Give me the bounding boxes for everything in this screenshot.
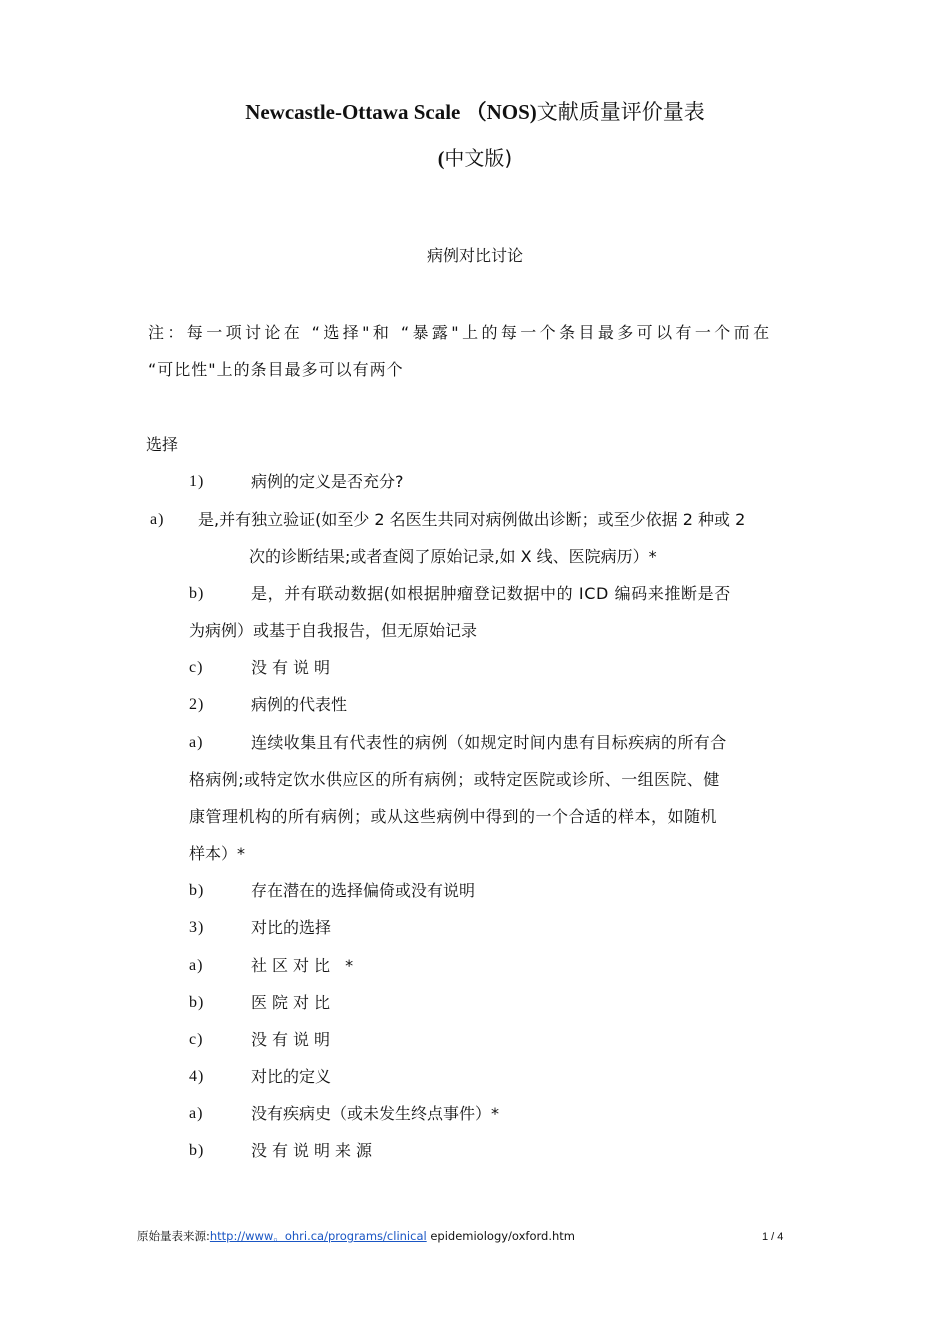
item-number: 2) xyxy=(189,696,205,713)
option-text: 医院对比 xyxy=(251,993,336,1012)
option-letter: b) xyxy=(189,994,205,1011)
option-letter: c) xyxy=(189,659,204,676)
option-text-cont: 次的诊断结果;或者查阅了原始记录,如 X 线、医院病历）* xyxy=(249,547,657,566)
option-text: 存在潜在的选择偏倚或没有说明 xyxy=(251,881,476,900)
option-text: 是,并有独立验证(如至少 2 名医生共同对病例做出诊断；或至少依据 2 种或 2 xyxy=(198,510,746,529)
option-text: 社区对比 * xyxy=(251,956,359,975)
option-text-cont: 样本）* xyxy=(189,844,246,863)
question-text: 对比的选择 xyxy=(251,918,332,937)
question-text: 病例的定义是否充分? xyxy=(251,472,404,491)
title-latin: Newcastle-Ottawa Scale （NOS) xyxy=(245,100,537,124)
title-bracket: ( xyxy=(437,148,445,170)
option-text: 没有疾病史（或未发生终点事件）* xyxy=(251,1104,500,1123)
option-text-cont: 康管理机构的所有病例；或从这些病例中得到的一个合适的样本，如随机 xyxy=(189,807,718,826)
page-number: 1 / 4 xyxy=(762,1231,784,1243)
section-subtitle: 病例对比讨论 xyxy=(426,246,523,265)
option-letter: b) xyxy=(189,1142,205,1159)
option-letter: a) xyxy=(189,1105,204,1122)
option-letter: a) xyxy=(189,957,204,974)
title-cjk: 文献质量评价量表 xyxy=(536,100,705,124)
title-version: 中文版) xyxy=(444,146,513,170)
option-letter: a) xyxy=(150,511,165,528)
note-line-1: 注：每一项讨论在 “选择"和 “暴露"上的每一个条目最多可以有一个而在 xyxy=(148,323,773,342)
note-line-2: “可比性"上的条目最多可以有两个 xyxy=(148,360,404,379)
option-text-cont: 为病例）或基于自我报告，但无原始记录 xyxy=(189,621,478,640)
footer-source-label: 原始量表来源: xyxy=(137,1229,210,1243)
option-text-cont: 格病例;或特定饮水供应区的所有病例；或特定医院或诊所、一组医院、健 xyxy=(189,770,720,789)
page-subtitle-version xyxy=(0,144,950,173)
item-number: 3) xyxy=(189,919,205,936)
option-text: 连续收集且有代表性的病例（如规定时间内患有目标疾病的所有合 xyxy=(251,733,727,752)
question-text: 对比的定义 xyxy=(251,1067,332,1086)
footer-source xyxy=(137,1228,575,1244)
option-text: 没有说明 xyxy=(251,658,336,677)
page-title xyxy=(0,98,950,126)
option-text: 是，并有联动数据(如根据肿瘤登记数据中的 ICD 编码来推断是否 xyxy=(251,584,731,603)
question-text: 病例的代表性 xyxy=(251,695,348,714)
option-letter: c) xyxy=(189,1031,204,1048)
option-text: 没有说明来源 xyxy=(251,1141,378,1160)
option-letter: b) xyxy=(189,585,205,602)
option-letter: a) xyxy=(189,734,204,751)
source-link[interactable]: http://www。ohri.ca/programs/clinical xyxy=(209,1229,427,1243)
section-heading: 选择 xyxy=(146,435,179,454)
item-number: 1) xyxy=(189,473,205,490)
footer-link-rest: epidemiology/oxford.htm xyxy=(426,1229,575,1243)
option-letter: b) xyxy=(189,882,205,899)
item-number: 4) xyxy=(189,1068,205,1085)
option-text: 没有说明 xyxy=(251,1030,336,1049)
